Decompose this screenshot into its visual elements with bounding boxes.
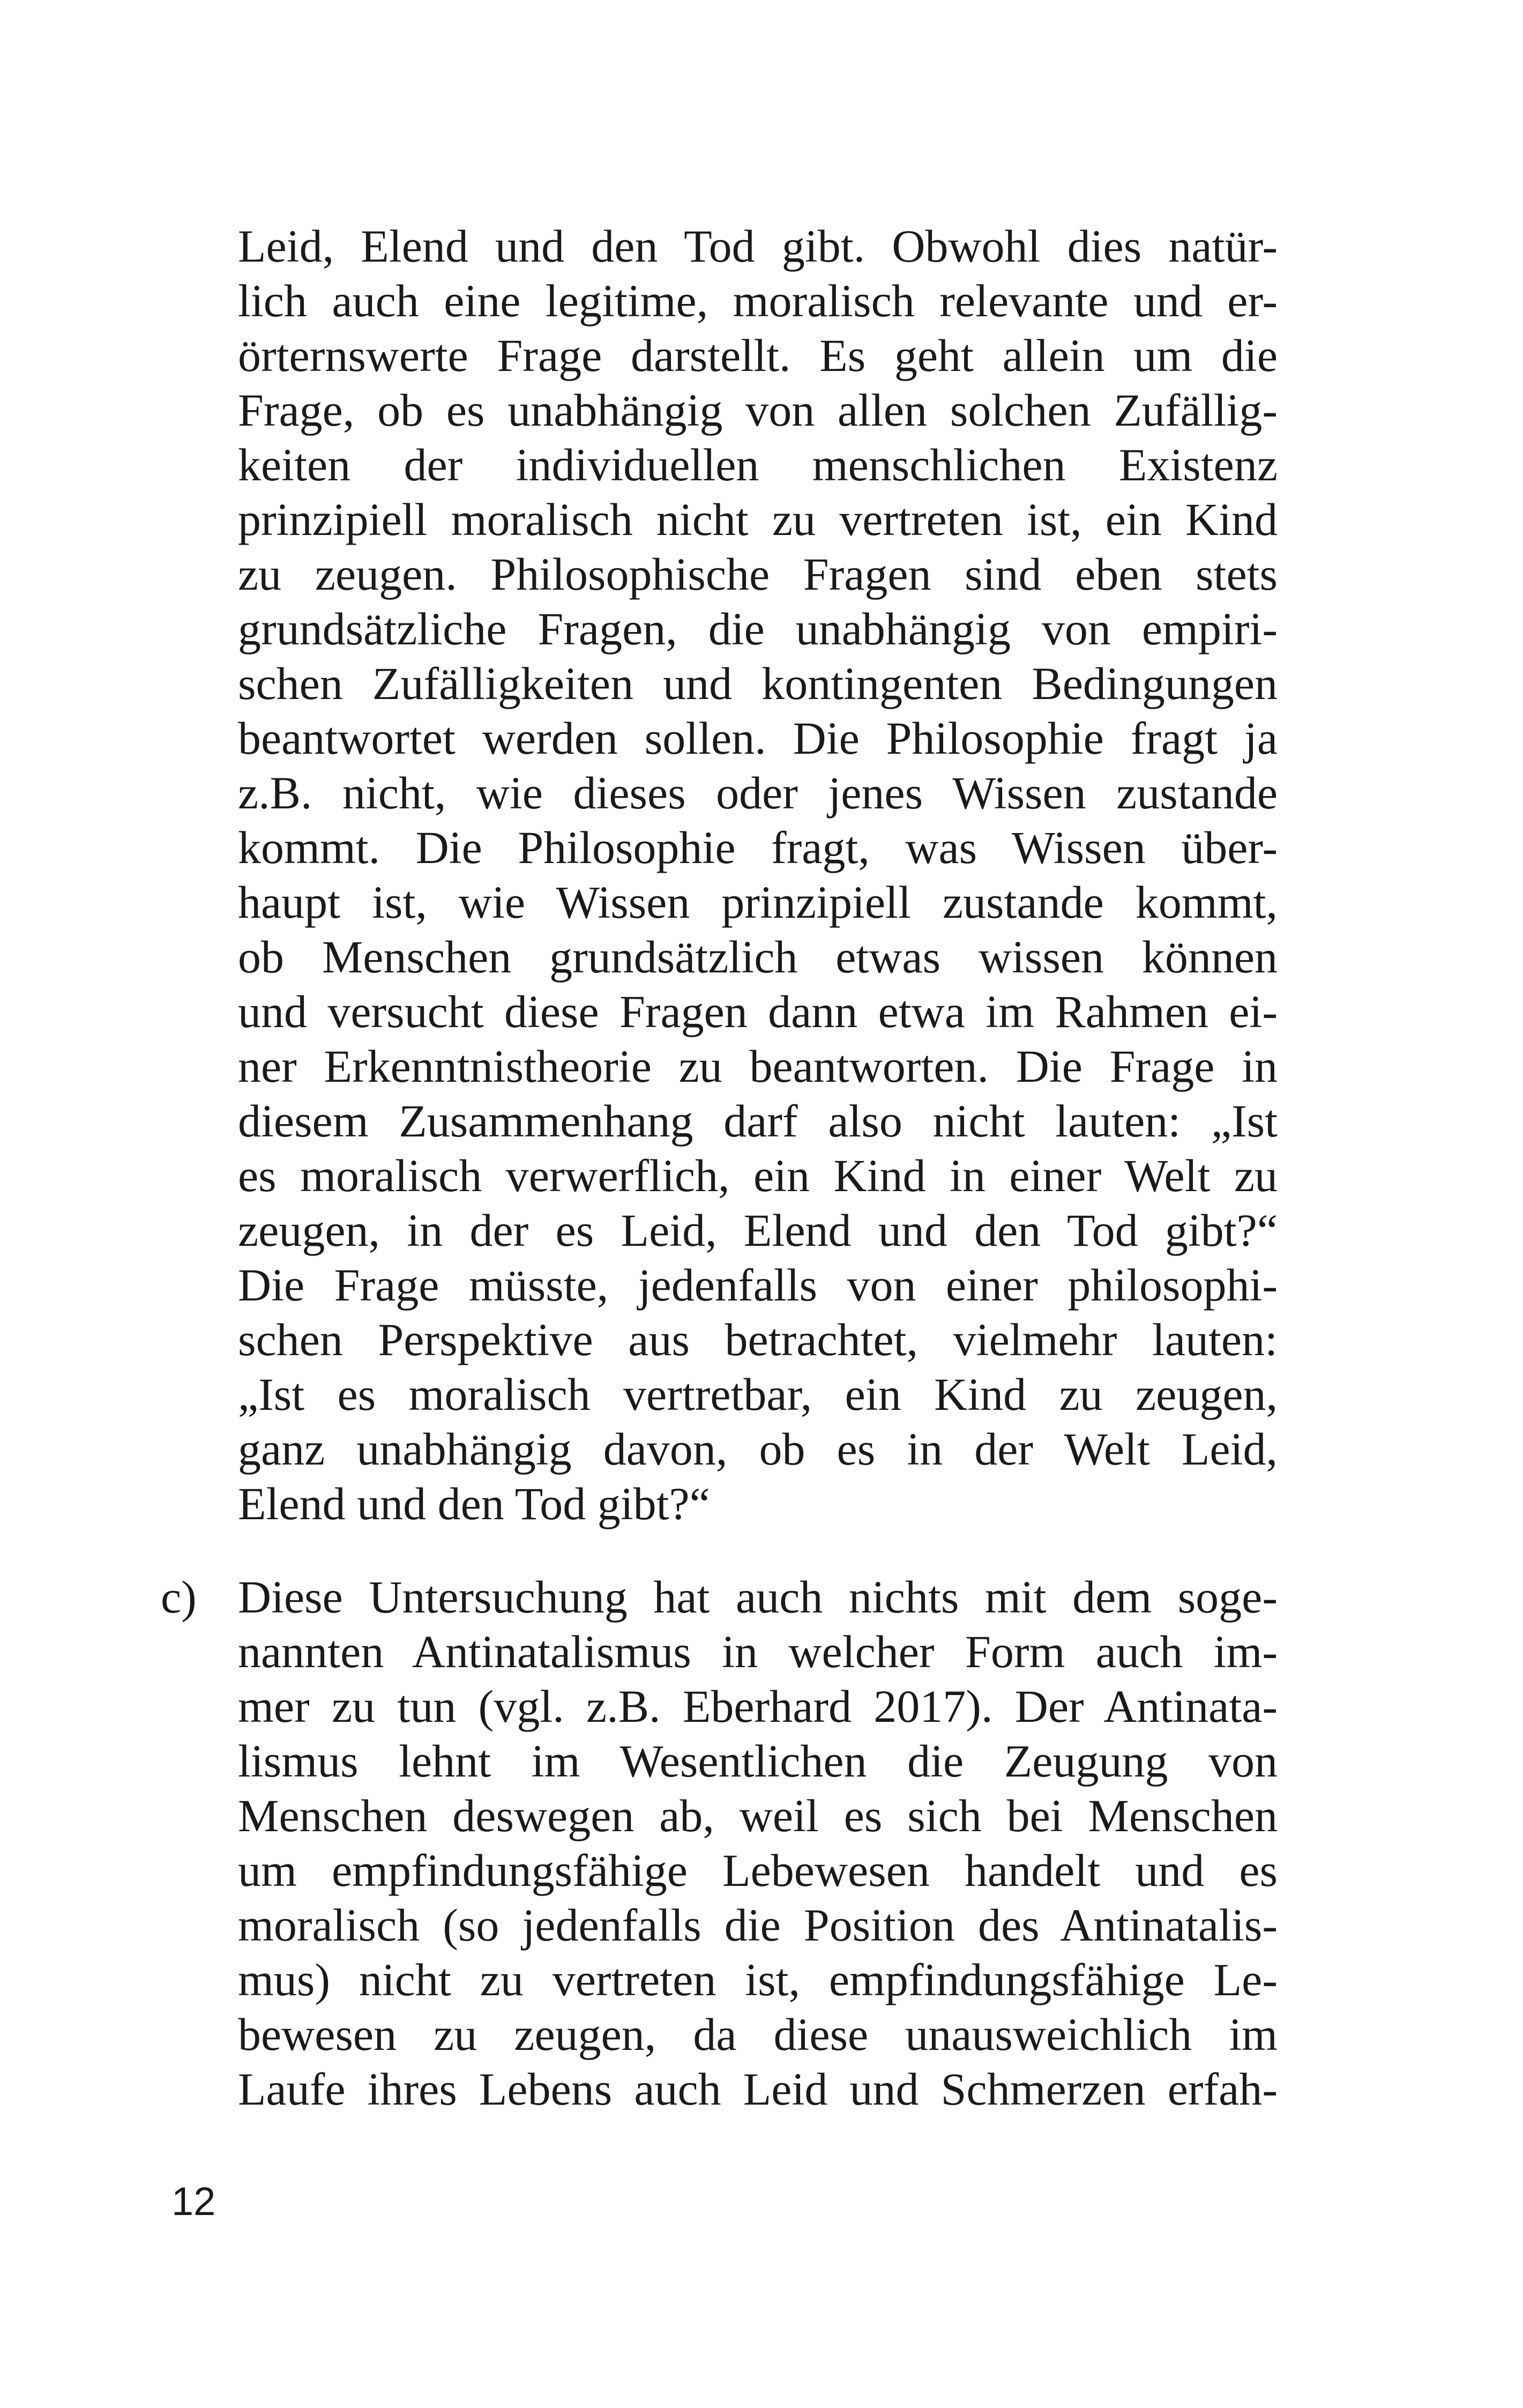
text-line: lismus lehnt im Wesentlichen die Zeugung von [238, 1735, 1278, 1787]
text-line: ganz unabhängig davon, ob es in der Welt Leid, [238, 1423, 1278, 1475]
text-line: keiten der individuellen menschlichen Existenz [238, 439, 1278, 490]
text-line: Frage, ob es unabhängig von allen solchen Zufällig- [238, 384, 1278, 436]
text-line: Menschen deswegen ab, weil es sich bei Menschen [238, 1790, 1278, 1841]
text-line: bewesen zu zeugen, da diese unausweichlich im [238, 2009, 1278, 2060]
text-line: haupt ist, wie Wissen prinzipiell zustande kommt, [238, 876, 1278, 928]
text-line: Diese Untersuchung hat auch nichts mit dem soge- [238, 1571, 1278, 1623]
text-line: grundsätzliche Fragen, die unabhängig von empiri- [238, 603, 1278, 655]
text-line: Leid, Elend und den Tod gibt. Obwohl dies natür- [238, 220, 1278, 272]
text-line: mer zu tun (vgl. z.B. Eberhard 2017). Der Antinata- [238, 1681, 1278, 1732]
text-line: „Ist es moralisch vertretbar, ein Kind zu zeugen, [238, 1369, 1278, 1420]
text-line: nannten Antinatalismus in welcher Form auch im- [238, 1626, 1278, 1677]
text-line: schen Zufälligkeiten und kontingenten Bedingungen [238, 658, 1278, 709]
text-line: zeugen, in der es Leid, Elend und den Tod gibt?“ [238, 1205, 1278, 1256]
text-line: ner Erkenntnistheorie zu beantworten. Die Frage in [238, 1041, 1278, 1092]
text-line: diesem Zusammenhang darf also nicht lauten: „Ist [238, 1095, 1278, 1147]
text-line: Die Frage müsste, jedenfalls von einer philosophi- [238, 1259, 1278, 1311]
text-line: lich auch eine legitime, moralisch relevante und er- [238, 275, 1278, 326]
text-line: es moralisch verwerflich, ein Kind in einer Welt zu [238, 1150, 1278, 1201]
text-line: Laufe ihres Lebens auch Leid und Schmerzen erfah- [238, 2063, 1278, 2115]
list-marker: c) [161, 1571, 197, 1623]
paragraph-continuation [238, 219, 1278, 1531]
text-line: örternswerte Frage darstellt. Es geht allein um die [238, 330, 1278, 381]
list-item-text [238, 1570, 1278, 2116]
text-line: mus) nicht zu vertreten ist, empfindungsfähige Le- [238, 1954, 1278, 2005]
text-line: um empfindungsfähige Lebewesen handelt und es [238, 1845, 1278, 1896]
text-line: z.B. nicht, wie dieses oder jenes Wissen zustande [238, 767, 1278, 819]
text-line: zu zeugen. Philosophische Fragen sind eben stets [238, 548, 1278, 600]
text-line: beantwortet werden sollen. Die Philosophie fragt ja [238, 712, 1278, 764]
text-line: Elend und den Tod gibt?“ [238, 1478, 710, 1529]
page-number: 12 [171, 2179, 216, 2224]
text-line: und versucht diese Fragen dann etwa im Rahmen ei- [238, 986, 1278, 1037]
text-line: moralisch (so jedenfalls die Position des Antinatalis- [238, 1899, 1278, 1951]
text-line: schen Perspektive aus betrachtet, vielmehr lauten: [238, 1314, 1278, 1365]
text-line: ob Menschen grundsätzlich etwas wissen können [238, 931, 1278, 983]
text-line: prinzipiell moralisch nicht zu vertreten ist, ein Kind [238, 494, 1278, 545]
text-line: kommt. Die Philosophie fragt, was Wissen über- [238, 822, 1278, 873]
